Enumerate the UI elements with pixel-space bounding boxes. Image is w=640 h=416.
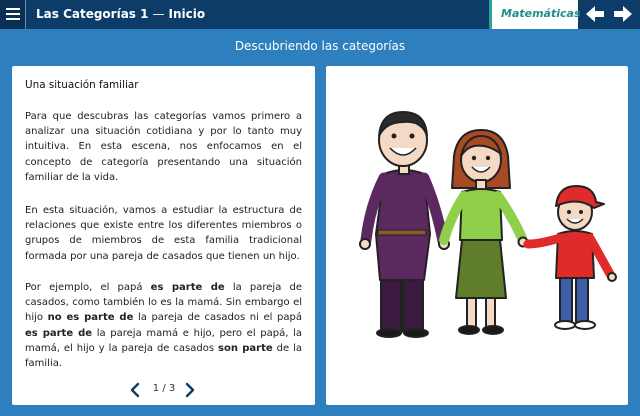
emphasis-text: son parte — [218, 342, 273, 354]
hamburger-icon — [6, 8, 20, 10]
family-illustration — [326, 66, 628, 405]
top-bar — [0, 0, 640, 29]
arrow-left-icon[interactable] — [584, 4, 606, 24]
chevron-left-icon[interactable] — [129, 382, 141, 398]
paragraph-text: la pareja mamá e hijo, pero el papá, la mamá, el hijo y la pareja de casados — [25, 327, 302, 354]
mother-figure — [444, 130, 528, 334]
son-figure — [528, 186, 616, 329]
paragraph-text: la pareja de casados, como también lo es la mamá. Sin embargo el hijo — [25, 282, 302, 324]
paragraph-1: Para que descubras las categorías vamos primero a analizar una situación cotidiana y por lo tanto muy intuitiva. En esta escena, nos enfocamos en el concepto de categoría presentando una situación familiar de la vida. — [25, 111, 302, 183]
emphasis-text: es parte de — [25, 327, 93, 339]
page-subtitle: Descubriendo las categorías — [234, 39, 406, 53]
menu-button[interactable] — [0, 0, 26, 29]
emphasis-text: es parte de — [150, 282, 225, 293]
page-total: 3 — [168, 383, 176, 394]
page-indicator — [151, 383, 177, 394]
unit-title: Las Categorías 1 — [36, 7, 149, 21]
title-separator: — — [152, 7, 165, 21]
emphasis-text: no es parte de — [47, 312, 134, 324]
text-panel — [12, 66, 315, 405]
hamburger-icon-line — [6, 18, 20, 20]
pager — [12, 380, 315, 400]
section-title: Inicio — [168, 7, 206, 21]
paragraph-2: En esta situación, vamos a estudiar la estructura de relaciones que existe entre los diferentes miembros o grupos de miembros de esta familia tradicional formada por una pareja de casados que tienen un hijo. — [25, 205, 302, 262]
paragraph-3 — [25, 280, 302, 371]
subject-label: Matemáticas — [501, 7, 581, 20]
page-separator: / — [162, 383, 166, 394]
page-current: 1 — [152, 383, 160, 394]
paragraph-text: Por ejemplo, el papá — [25, 282, 151, 293]
subject-tab[interactable] — [489, 0, 581, 29]
paragraph-text: la pareja de casados ni el papá — [133, 312, 302, 324]
app-title — [36, 7, 205, 21]
paragraph-text: de la familia. — [25, 342, 303, 370]
content-heading: Una situación familiar — [25, 79, 139, 91]
arrow-right-icon[interactable] — [612, 4, 634, 24]
hamburger-icon-line — [6, 13, 20, 15]
image-panel — [326, 66, 628, 405]
chevron-right-icon[interactable] — [184, 382, 196, 398]
father-figure — [360, 112, 449, 337]
